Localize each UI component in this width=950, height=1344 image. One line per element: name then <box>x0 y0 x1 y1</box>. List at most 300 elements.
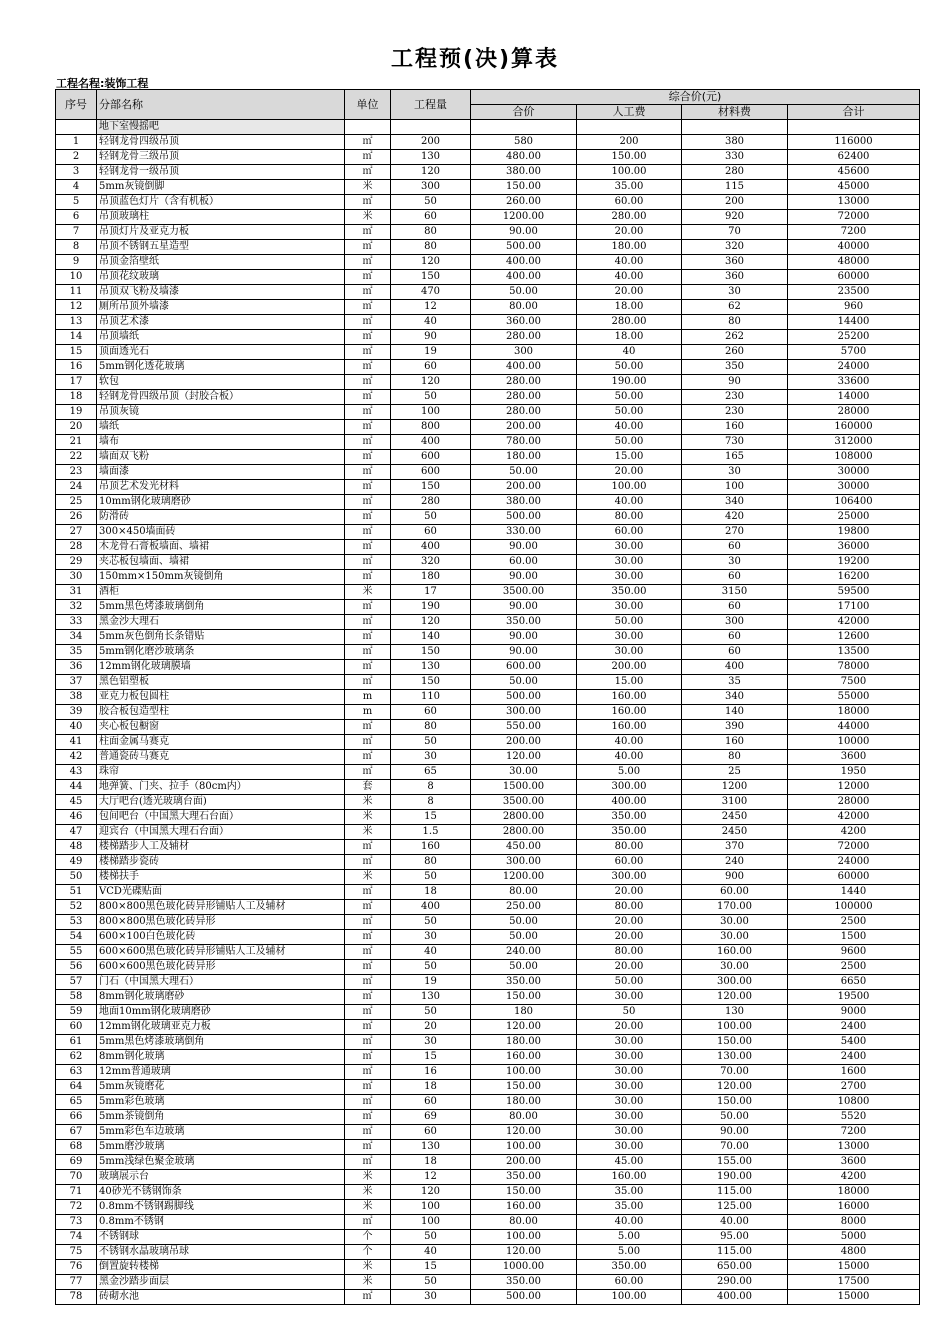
cell-unit: ㎡ <box>345 960 391 975</box>
header-composite-price: 综合价(元) <box>471 90 920 105</box>
cell-unit: ㎡ <box>345 360 391 375</box>
table-row <box>56 705 920 720</box>
cell-total: 45600 <box>788 165 920 180</box>
cell-combined-price: 180.00 <box>471 1035 577 1050</box>
cell-name: 5mm磨沙玻璃 <box>97 1140 345 1155</box>
cell-name: 吊顶墙纸 <box>97 330 345 345</box>
cell-total: 108000 <box>788 450 920 465</box>
cell-quantity: 180 <box>391 570 471 585</box>
cell-unit: 个 <box>345 1230 391 1245</box>
cell-unit: ㎡ <box>345 135 391 150</box>
cell-labor-cost: 20.00 <box>577 1020 682 1035</box>
cell-quantity: 90 <box>391 330 471 345</box>
cell-labor-cost: 50.00 <box>577 360 682 375</box>
cell-total: 5700 <box>788 345 920 360</box>
table-row <box>56 420 920 435</box>
cell-combined-price: 50.00 <box>471 960 577 975</box>
table-row <box>56 315 920 330</box>
cell-seq: 77 <box>56 1275 97 1290</box>
cell-seq: 26 <box>56 510 97 525</box>
cell-quantity: 40 <box>391 1245 471 1260</box>
table-row <box>56 615 920 630</box>
table-row <box>56 735 920 750</box>
cell-labor-cost: 50.00 <box>577 435 682 450</box>
cell-seq: 21 <box>56 435 97 450</box>
cell-quantity: 600 <box>391 450 471 465</box>
cell-material-cost: 160 <box>682 420 788 435</box>
cell-quantity: 130 <box>391 990 471 1005</box>
cell-unit: ㎡ <box>345 600 391 615</box>
table-row <box>56 375 920 390</box>
cell-unit: ㎡ <box>345 915 391 930</box>
cell-total: 24000 <box>788 855 920 870</box>
cell-quantity: 60 <box>391 1095 471 1110</box>
cell-material-cost: 130.00 <box>682 1050 788 1065</box>
cell-total: 106400 <box>788 495 920 510</box>
cell-material-cost: 360 <box>682 255 788 270</box>
cell-labor-cost: 20.00 <box>577 285 682 300</box>
table-row <box>56 585 920 600</box>
cell-unit: ㎡ <box>345 1140 391 1155</box>
cell-unit: 套 <box>345 780 391 795</box>
cell-material-cost: 1200 <box>682 780 788 795</box>
cell-material-cost: 350 <box>682 360 788 375</box>
table-row <box>56 1185 920 1200</box>
cell-labor-cost: 100.00 <box>577 1290 682 1305</box>
cell-combined-price: 1200.00 <box>471 870 577 885</box>
cell-total: 15000 <box>788 1290 920 1305</box>
cell-labor-cost: 50.00 <box>577 615 682 630</box>
cell-name: 吊顶灰镜 <box>97 405 345 420</box>
cell-quantity: 80 <box>391 720 471 735</box>
cell-material-cost: 115.00 <box>682 1185 788 1200</box>
cell-labor-cost: 60.00 <box>577 525 682 540</box>
cell-combined-price: 350.00 <box>471 975 577 990</box>
cell-material-cost: 270 <box>682 525 788 540</box>
cell-seq: 58 <box>56 990 97 1005</box>
cell-labor-cost: 30.00 <box>577 1140 682 1155</box>
cell-name: 吊顶蓝色灯片（含有机板） <box>97 195 345 210</box>
cell-material-cost: 30 <box>682 285 788 300</box>
cell-quantity: 300 <box>391 180 471 195</box>
cell-unit: 米 <box>345 870 391 885</box>
cell-quantity: 800 <box>391 420 471 435</box>
cell-name: 5mm彩色车边玻璃 <box>97 1125 345 1140</box>
cell-material-cost: 120.00 <box>682 990 788 1005</box>
cell-quantity: 50 <box>391 195 471 210</box>
cell-name: 吊顶金箔壁纸 <box>97 255 345 270</box>
cell-total: 33600 <box>788 375 920 390</box>
cell-material-cost: 400.00 <box>682 1290 788 1305</box>
table-row <box>56 660 920 675</box>
cell-labor-cost: 30.00 <box>577 555 682 570</box>
cell-seq: 22 <box>56 450 97 465</box>
cell-combined-price: 90.00 <box>471 225 577 240</box>
cell-combined-price: 280.00 <box>471 405 577 420</box>
cell-combined-price: 50.00 <box>471 915 577 930</box>
cell-unit: ㎡ <box>345 720 391 735</box>
cell-combined-price: 120.00 <box>471 1245 577 1260</box>
cell-unit: ㎡ <box>345 285 391 300</box>
cell-unit: ㎡ <box>345 1005 391 1020</box>
cell-quantity: 150 <box>391 675 471 690</box>
cell-labor-cost: 150.00 <box>577 150 682 165</box>
cell-unit: ㎡ <box>345 225 391 240</box>
cell-labor-cost: 350.00 <box>577 585 682 600</box>
cell-total: 18000 <box>788 705 920 720</box>
cell-unit: ㎡ <box>345 660 391 675</box>
cell-quantity: 19 <box>391 345 471 360</box>
cell-labor-cost: 18.00 <box>577 300 682 315</box>
cell-name: 地弹簧、门夹、拉手（80cm内） <box>97 780 345 795</box>
cell-unit: 米 <box>345 1260 391 1275</box>
cell-seq: 23 <box>56 465 97 480</box>
cell-seq: 50 <box>56 870 97 885</box>
cell-seq: 14 <box>56 330 97 345</box>
cell-unit: ㎡ <box>345 1050 391 1065</box>
cell-quantity: 280 <box>391 495 471 510</box>
cell-name: 5mm灰镜磨花 <box>97 1080 345 1095</box>
cell-name: 不锈钢水晶玻璃吊球 <box>97 1245 345 1260</box>
cell-total: 19800 <box>788 525 920 540</box>
cell-seq: 29 <box>56 555 97 570</box>
cell-material-cost: 62 <box>682 300 788 315</box>
cell-material-cost: 30.00 <box>682 915 788 930</box>
cell-unit: 米 <box>345 825 391 840</box>
cell-quantity: 120 <box>391 165 471 180</box>
section-title: 地下室慢摇吧 <box>97 120 345 135</box>
cell-name: 酒柜 <box>97 585 345 600</box>
cell-labor-cost: 50 <box>577 1005 682 1020</box>
table-row <box>56 945 920 960</box>
cell-quantity: 20 <box>391 1020 471 1035</box>
cell-combined-price: 500.00 <box>471 240 577 255</box>
cell-total: 3600 <box>788 1155 920 1170</box>
cell-quantity: 50 <box>391 390 471 405</box>
cell-seq: 75 <box>56 1245 97 1260</box>
cell-name: 8mm钢化玻璃磨砂 <box>97 990 345 1005</box>
cell-name: 5mm黑色烤漆玻璃倒角 <box>97 600 345 615</box>
cell-material-cost: 360 <box>682 270 788 285</box>
cell-combined-price: 400.00 <box>471 360 577 375</box>
cell-name: 800×800黑色玻化砖异形 <box>97 915 345 930</box>
cell-total: 24000 <box>788 360 920 375</box>
cell-quantity: 18 <box>391 1155 471 1170</box>
cell-seq: 4 <box>56 180 97 195</box>
table-row <box>56 405 920 420</box>
cell-total: 8000 <box>788 1215 920 1230</box>
cell-seq: 32 <box>56 600 97 615</box>
cell-labor-cost: 40.00 <box>577 255 682 270</box>
cell-quantity: 50 <box>391 960 471 975</box>
cell-seq: 59 <box>56 1005 97 1020</box>
cell-material-cost: 70.00 <box>682 1065 788 1080</box>
cell-combined-price: 330.00 <box>471 525 577 540</box>
cell-labor-cost: 30.00 <box>577 1110 682 1125</box>
cell-combined-price: 150.00 <box>471 180 577 195</box>
cell-total: 14400 <box>788 315 920 330</box>
cell-material-cost: 262 <box>682 330 788 345</box>
cell-total: 15000 <box>788 1260 920 1275</box>
cell-total: 72000 <box>788 210 920 225</box>
cell-quantity: 190 <box>391 600 471 615</box>
cell-unit: ㎡ <box>345 540 391 555</box>
cell-labor-cost: 40.00 <box>577 495 682 510</box>
cell-quantity: 470 <box>391 285 471 300</box>
cell-unit: ㎡ <box>345 900 391 915</box>
table-row <box>56 1290 920 1305</box>
table-row <box>56 750 920 765</box>
cell-name: 800×800黑色玻化砖异形铺贴人工及辅材 <box>97 900 345 915</box>
cell-combined-price: 120.00 <box>471 750 577 765</box>
cell-total: 1600 <box>788 1065 920 1080</box>
cell-labor-cost: 40.00 <box>577 735 682 750</box>
cell-seq: 18 <box>56 390 97 405</box>
cell-total: 9600 <box>788 945 920 960</box>
cell-unit: 米 <box>345 585 391 600</box>
cell-labor-cost: 300.00 <box>577 870 682 885</box>
cell-material-cost: 160.00 <box>682 945 788 960</box>
cell-total: 7200 <box>788 1125 920 1140</box>
cell-combined-price: 450.00 <box>471 840 577 855</box>
cell-labor-cost: 60.00 <box>577 855 682 870</box>
table-row <box>56 960 920 975</box>
cell-name: 吊顶花纹玻璃 <box>97 270 345 285</box>
cell-combined-price: 150.00 <box>471 1185 577 1200</box>
cell-unit: ㎡ <box>345 630 391 645</box>
cell-unit: ㎡ <box>345 675 391 690</box>
cell-material-cost: 420 <box>682 510 788 525</box>
cell-unit: ㎡ <box>345 1065 391 1080</box>
cell-seq: 61 <box>56 1035 97 1050</box>
cell-labor-cost: 40 <box>577 345 682 360</box>
cell-seq: 65 <box>56 1095 97 1110</box>
table-row <box>56 345 920 360</box>
cell-material-cost: 115.00 <box>682 1245 788 1260</box>
cell-unit: ㎡ <box>345 300 391 315</box>
cell-material-cost: 30 <box>682 555 788 570</box>
cell-name: 玻璃展示台 <box>97 1170 345 1185</box>
cell-combined-price: 80.00 <box>471 300 577 315</box>
cell-combined-price: 200.00 <box>471 480 577 495</box>
table-row <box>56 180 920 195</box>
cell-quantity: 40 <box>391 315 471 330</box>
cell-name: 地面10mm钢化玻璃磨砂 <box>97 1005 345 1020</box>
cell-seq: 41 <box>56 735 97 750</box>
cell-labor-cost: 5.00 <box>577 765 682 780</box>
cell-labor-cost: 280.00 <box>577 315 682 330</box>
cell-total: 30000 <box>788 465 920 480</box>
cell-labor-cost: 30.00 <box>577 540 682 555</box>
cell-unit: ㎡ <box>345 615 391 630</box>
cell-quantity: 400 <box>391 900 471 915</box>
cell-combined-price: 3500.00 <box>471 795 577 810</box>
cell-total: 2400 <box>788 1050 920 1065</box>
table-row <box>56 330 920 345</box>
table-row <box>56 795 920 810</box>
cell-seq: 34 <box>56 630 97 645</box>
cell-total: 25000 <box>788 510 920 525</box>
cell-labor-cost: 30.00 <box>577 645 682 660</box>
cell-name: 吊顶艺术漆 <box>97 315 345 330</box>
cell-material-cost: 280 <box>682 165 788 180</box>
cell-material-cost: 30 <box>682 465 788 480</box>
cell-material-cost: 2450 <box>682 825 788 840</box>
cell-unit: 米 <box>345 1185 391 1200</box>
cell-quantity: 12 <box>391 1170 471 1185</box>
table-row <box>56 1080 920 1095</box>
cell-quantity: 150 <box>391 645 471 660</box>
cell-combined-price: 780.00 <box>471 435 577 450</box>
cell-total: 1440 <box>788 885 920 900</box>
cell-name: 夹芯板包墙面、墙裙 <box>97 555 345 570</box>
cell-name: 12mm钢化玻璃膜墙 <box>97 660 345 675</box>
cell-combined-price: 300 <box>471 345 577 360</box>
table-row <box>56 870 920 885</box>
cell-unit: m <box>345 690 391 705</box>
cell-total: 16000 <box>788 1200 920 1215</box>
cell-seq: 6 <box>56 210 97 225</box>
cell-name: 防滑砖 <box>97 510 345 525</box>
cell-combined-price: 100.00 <box>471 1230 577 1245</box>
cell-combined-price: 90.00 <box>471 630 577 645</box>
cell-total: 60000 <box>788 270 920 285</box>
cell-material-cost: 330 <box>682 150 788 165</box>
cell-quantity: 50 <box>391 915 471 930</box>
cell-combined-price: 280.00 <box>471 375 577 390</box>
cell-total: 7200 <box>788 225 920 240</box>
table-row <box>56 780 920 795</box>
cell-labor-cost: 60.00 <box>577 195 682 210</box>
header-seq: 序号 <box>56 90 97 120</box>
cell-quantity: 130 <box>391 1140 471 1155</box>
cell-name: 5mm灰色倒角长条错贴 <box>97 630 345 645</box>
header-material-cost: 材料费 <box>682 105 788 120</box>
cell-material-cost: 340 <box>682 495 788 510</box>
cell-labor-cost: 200 <box>577 135 682 150</box>
cell-seq: 17 <box>56 375 97 390</box>
cell-seq: 13 <box>56 315 97 330</box>
cell-total: 28000 <box>788 795 920 810</box>
cell-total: 48000 <box>788 255 920 270</box>
cell-seq: 48 <box>56 840 97 855</box>
cell-name: 5mm黑色烤漆玻璃倒角 <box>97 1035 345 1050</box>
cell-seq: 5 <box>56 195 97 210</box>
cell-unit: ㎡ <box>345 855 391 870</box>
cell-labor-cost: 300.00 <box>577 780 682 795</box>
cell-seq: 38 <box>56 690 97 705</box>
cell-combined-price: 1500.00 <box>471 780 577 795</box>
cell-combined-price: 600.00 <box>471 660 577 675</box>
cell-name: 墙布 <box>97 435 345 450</box>
cell-total: 7500 <box>788 675 920 690</box>
cell-unit: ㎡ <box>345 945 391 960</box>
cell-labor-cost: 45.00 <box>577 1155 682 1170</box>
table-row <box>56 900 920 915</box>
cell-seq: 56 <box>56 960 97 975</box>
cell-labor-cost: 40.00 <box>577 1215 682 1230</box>
cell-total: 18000 <box>788 1185 920 1200</box>
cell-combined-price: 160.00 <box>471 1200 577 1215</box>
table-row <box>56 1110 920 1125</box>
cell-unit: ㎡ <box>345 525 391 540</box>
cell-unit: ㎡ <box>345 465 391 480</box>
cell-combined-price: 300.00 <box>471 705 577 720</box>
cell-material-cost: 300.00 <box>682 975 788 990</box>
cell-quantity: 50 <box>391 1275 471 1290</box>
header-name: 分部名称 <box>97 90 345 120</box>
cell-seq: 9 <box>56 255 97 270</box>
cell-name: 黑金沙踏步面层 <box>97 1275 345 1290</box>
cell-combined-price: 500.00 <box>471 510 577 525</box>
table-row <box>56 540 920 555</box>
table-row <box>56 825 920 840</box>
cell-combined-price: 160.00 <box>471 1050 577 1065</box>
cell-combined-price: 200.00 <box>471 1155 577 1170</box>
cell-material-cost: 100 <box>682 480 788 495</box>
cell-seq: 72 <box>56 1200 97 1215</box>
cell-total: 17500 <box>788 1275 920 1290</box>
cell-combined-price: 150.00 <box>471 1080 577 1095</box>
cell-material-cost: 650.00 <box>682 1260 788 1275</box>
cell-material-cost: 70 <box>682 225 788 240</box>
cell-material-cost: 90.00 <box>682 1125 788 1140</box>
cell-labor-cost: 20.00 <box>577 885 682 900</box>
cell-unit: ㎡ <box>345 555 391 570</box>
cell-unit: ㎡ <box>345 1125 391 1140</box>
cell-combined-price: 500.00 <box>471 1290 577 1305</box>
cell-quantity: 120 <box>391 1185 471 1200</box>
cell-combined-price: 100.00 <box>471 1140 577 1155</box>
cell-name: 10mm钢化玻璃磨砂 <box>97 495 345 510</box>
cell-combined-price: 1200.00 <box>471 210 577 225</box>
table-row <box>56 225 920 240</box>
cell-seq: 49 <box>56 855 97 870</box>
cell-total: 28000 <box>788 405 920 420</box>
table-row <box>56 1125 920 1140</box>
cell-quantity: 17 <box>391 585 471 600</box>
cell-material-cost: 80 <box>682 315 788 330</box>
cell-combined-price: 60.00 <box>471 555 577 570</box>
cell-labor-cost: 80.00 <box>577 900 682 915</box>
table-row <box>56 720 920 735</box>
cell-material-cost: 70.00 <box>682 1140 788 1155</box>
table-row <box>56 645 920 660</box>
cell-quantity: 200 <box>391 135 471 150</box>
cell-material-cost: 150.00 <box>682 1035 788 1050</box>
cell-unit: ㎡ <box>345 930 391 945</box>
table-row <box>56 885 920 900</box>
cell-combined-price: 200.00 <box>471 420 577 435</box>
cell-seq: 43 <box>56 765 97 780</box>
cell-material-cost: 155.00 <box>682 1155 788 1170</box>
cell-unit: ㎡ <box>345 195 391 210</box>
cell-material-cost: 230 <box>682 405 788 420</box>
cell-quantity: 69 <box>391 1110 471 1125</box>
cell-seq: 69 <box>56 1155 97 1170</box>
cell-material-cost: 60 <box>682 645 788 660</box>
cell-labor-cost: 180.00 <box>577 240 682 255</box>
cell-labor-cost: 30.00 <box>577 630 682 645</box>
cell-material-cost: 35 <box>682 675 788 690</box>
cell-combined-price: 1000.00 <box>471 1260 577 1275</box>
cell-labor-cost: 15.00 <box>577 450 682 465</box>
section-row <box>56 120 920 135</box>
cell-combined-price: 280.00 <box>471 390 577 405</box>
cell-name: 5mm钢化透花玻璃 <box>97 360 345 375</box>
cell-material-cost: 120.00 <box>682 1080 788 1095</box>
cell-total: 116000 <box>788 135 920 150</box>
